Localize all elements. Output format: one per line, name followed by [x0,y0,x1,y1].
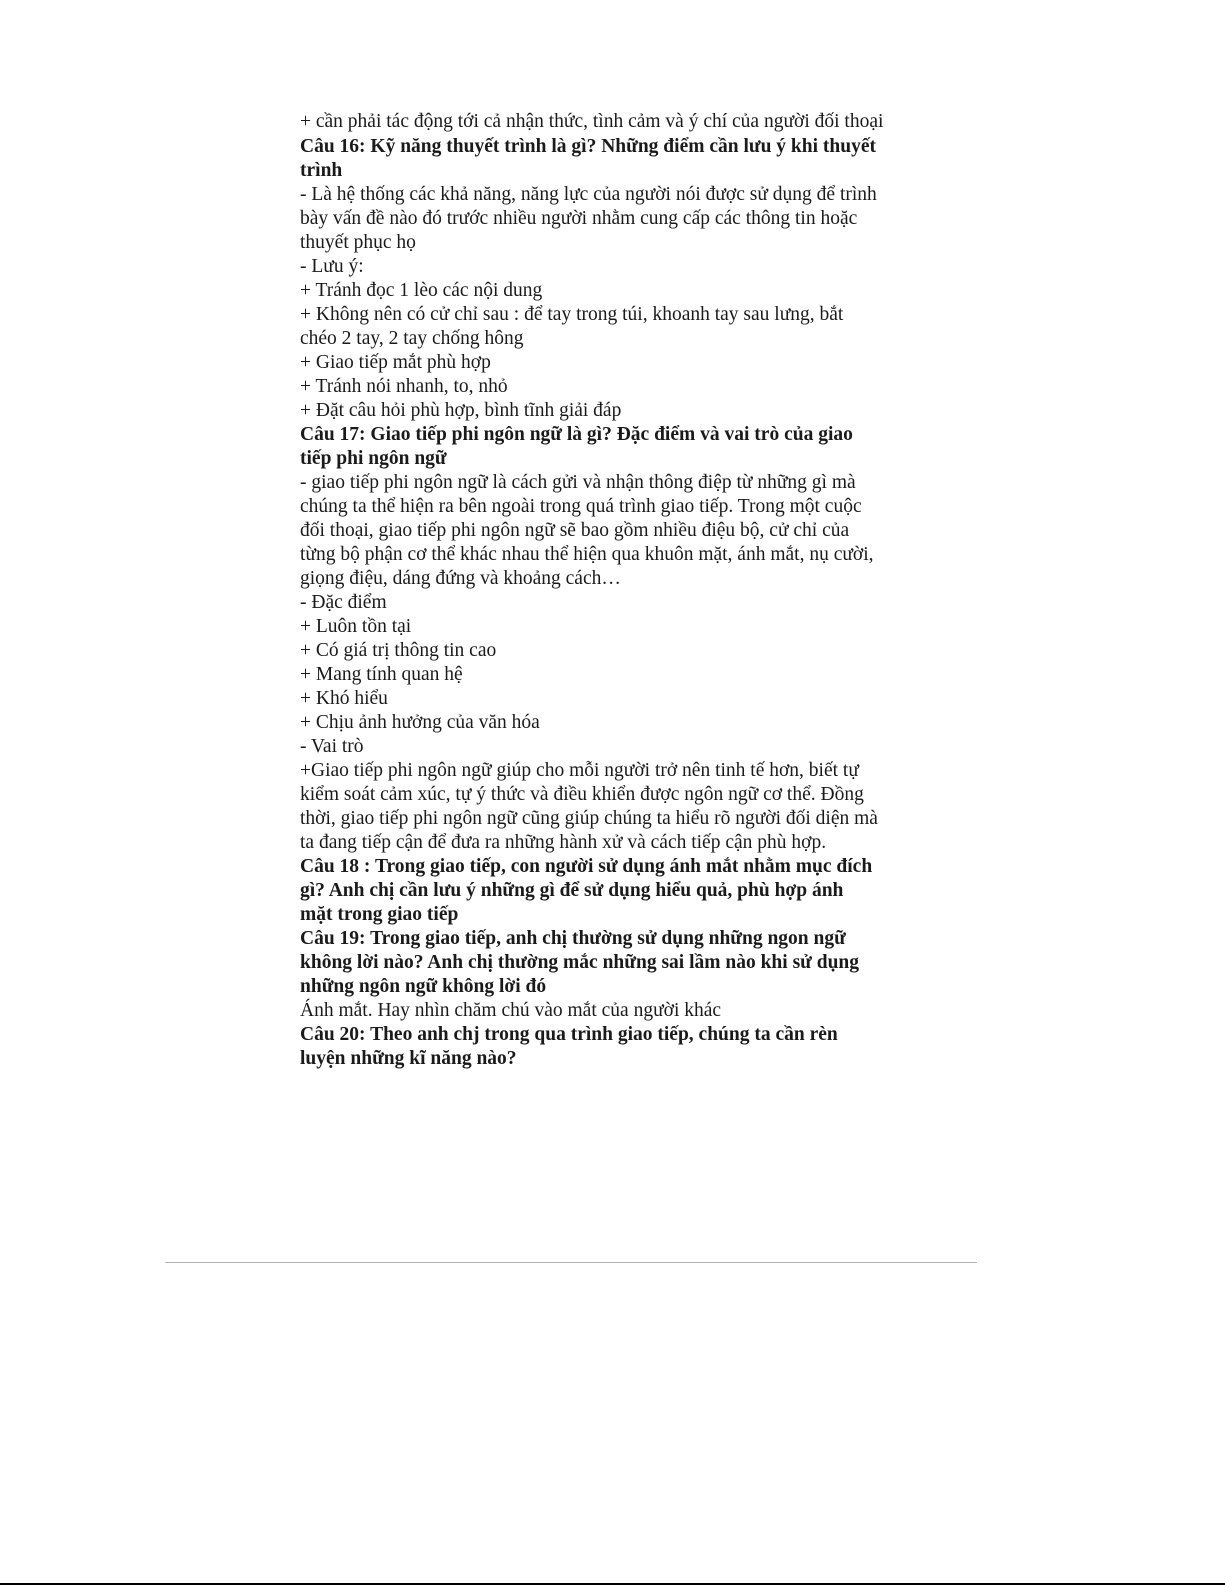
text-line: từng bộ phận cơ thể khác nhau thể hiện qua khuôn mặt, ánh mắt, nụ cười, [300,544,874,565]
text-line: chéo 2 tay, 2 tay chống hông [300,328,524,349]
text-line: trình [300,160,343,181]
text-line: chúng ta thể hiện ra bên ngoài trong quá trình giao tiếp. Trong một cuộc [300,496,862,517]
text-line: gì? Anh chị cần lưu ý những gì để sử dụng hiểu quả, phù hợp ánh [300,880,844,901]
text-line: - Là hệ thống các khả năng, năng lực của người nói được sử dụng để trình [300,184,877,205]
bullet-item: + Giao tiếp mắt phù hợp [300,352,491,373]
text-line: +Giao tiếp phi ngôn ngữ giúp cho mỗi người trở nên tinh tế hơn, biết tự [300,760,859,781]
text-line: Câu 17: Giao tiếp phi ngôn ngữ là gì? Đặc điểm và vai trò của giao [300,424,853,445]
text-line: + Không nên có cử chỉ sau : để tay trong túi, khoanh tay sau lưng, bắt [300,304,844,325]
bullet-item [300,303,928,351]
bullet-item: + Luôn tồn tại [300,616,412,637]
bullet-item: + Khó hiểu [300,688,388,709]
text-line: không lời nào? Anh chị thường mắc những sai lầm nào khi sử dụng [300,952,860,973]
bullet-item: + Có giá trị thông tin cao [300,640,497,661]
bullet-item: + Đặt câu hỏi phù hợp, bình tĩnh giải đáp [300,400,622,421]
bullet-item: + Mang tính quan hệ [300,664,463,685]
text-line: Câu 20: Theo anh chj trong qua trình giao tiếp, chúng ta cần rèn [300,1024,838,1045]
bullet-item: + Chịu ảnh hưởng của văn hóa [300,712,540,733]
question-heading [300,423,928,471]
page-divider [165,1262,977,1263]
text-line: - giao tiếp phi ngôn ngữ là cách gửi và nhận thông điệp từ những gì mà [300,472,856,493]
question-heading [300,855,928,927]
text-line: tiếp phi ngôn ngữ [300,448,447,469]
bullet-item: + Tránh nói nhanh, to, nhỏ [300,376,508,397]
text-line: ta đang tiếp cận để đưa ra những hành xử và cách tiếp cận phù hợp. [300,832,827,853]
body-paragraph: Ánh mắt. Hay nhìn chăm chú vào mắt của người khác [300,1000,722,1021]
question-heading [300,135,928,183]
text-line: giọng điệu, dáng đứng và khoảng cách… [300,568,621,589]
body-paragraph: + cần phải tác động tới cả nhận thức, tình cảm và ý chí của người đối thoại [300,111,884,132]
text-line: luyện những kĩ năng nào? [300,1048,517,1069]
question-heading [300,927,928,999]
text-line: kiểm soát cảm xúc, tự ý thức và điều khiển được ngôn ngữ cơ thể. Đồng [300,784,864,805]
body-paragraph: - Vai trò [300,736,364,757]
text-line: mặt trong giao tiếp [300,904,459,925]
body-paragraph [300,183,928,255]
body-paragraph [300,471,928,591]
text-line: đối thoại, giao tiếp phi ngôn ngữ sẽ bao gồm nhiều điệu bộ, cử chỉ của [300,520,850,541]
text-line: những ngôn ngữ không lời đó [300,976,547,997]
bullet-item: + Tránh đọc 1 lèo các nội dung [300,280,543,301]
bullet-item [300,759,928,855]
question-heading [300,1023,928,1071]
body-paragraph: - Lưu ý: [300,256,364,277]
body-paragraph: - Đặc điểm [300,592,387,613]
text-line: Câu 16: Kỹ năng thuyết trình là gì? Những điểm cần lưu ý khi thuyết [300,136,876,157]
text-line: thuyết phục họ [300,232,416,253]
text-line: thời, giao tiếp phi ngôn ngữ cũng giúp chúng ta hiểu rõ người đối diện mà [300,808,878,829]
text-line: Câu 18 : Trong giao tiếp, con người sử dụng ánh mắt nhằm mục đích [300,856,873,877]
text-line: bày vấn đề nào đó trước nhiều người nhằm cung cấp các thông tin hoặc [300,208,858,229]
document-page [300,108,928,1071]
text-line: Câu 19: Trong giao tiếp, anh chị thường sử dụng những ngon ngữ [300,928,846,949]
